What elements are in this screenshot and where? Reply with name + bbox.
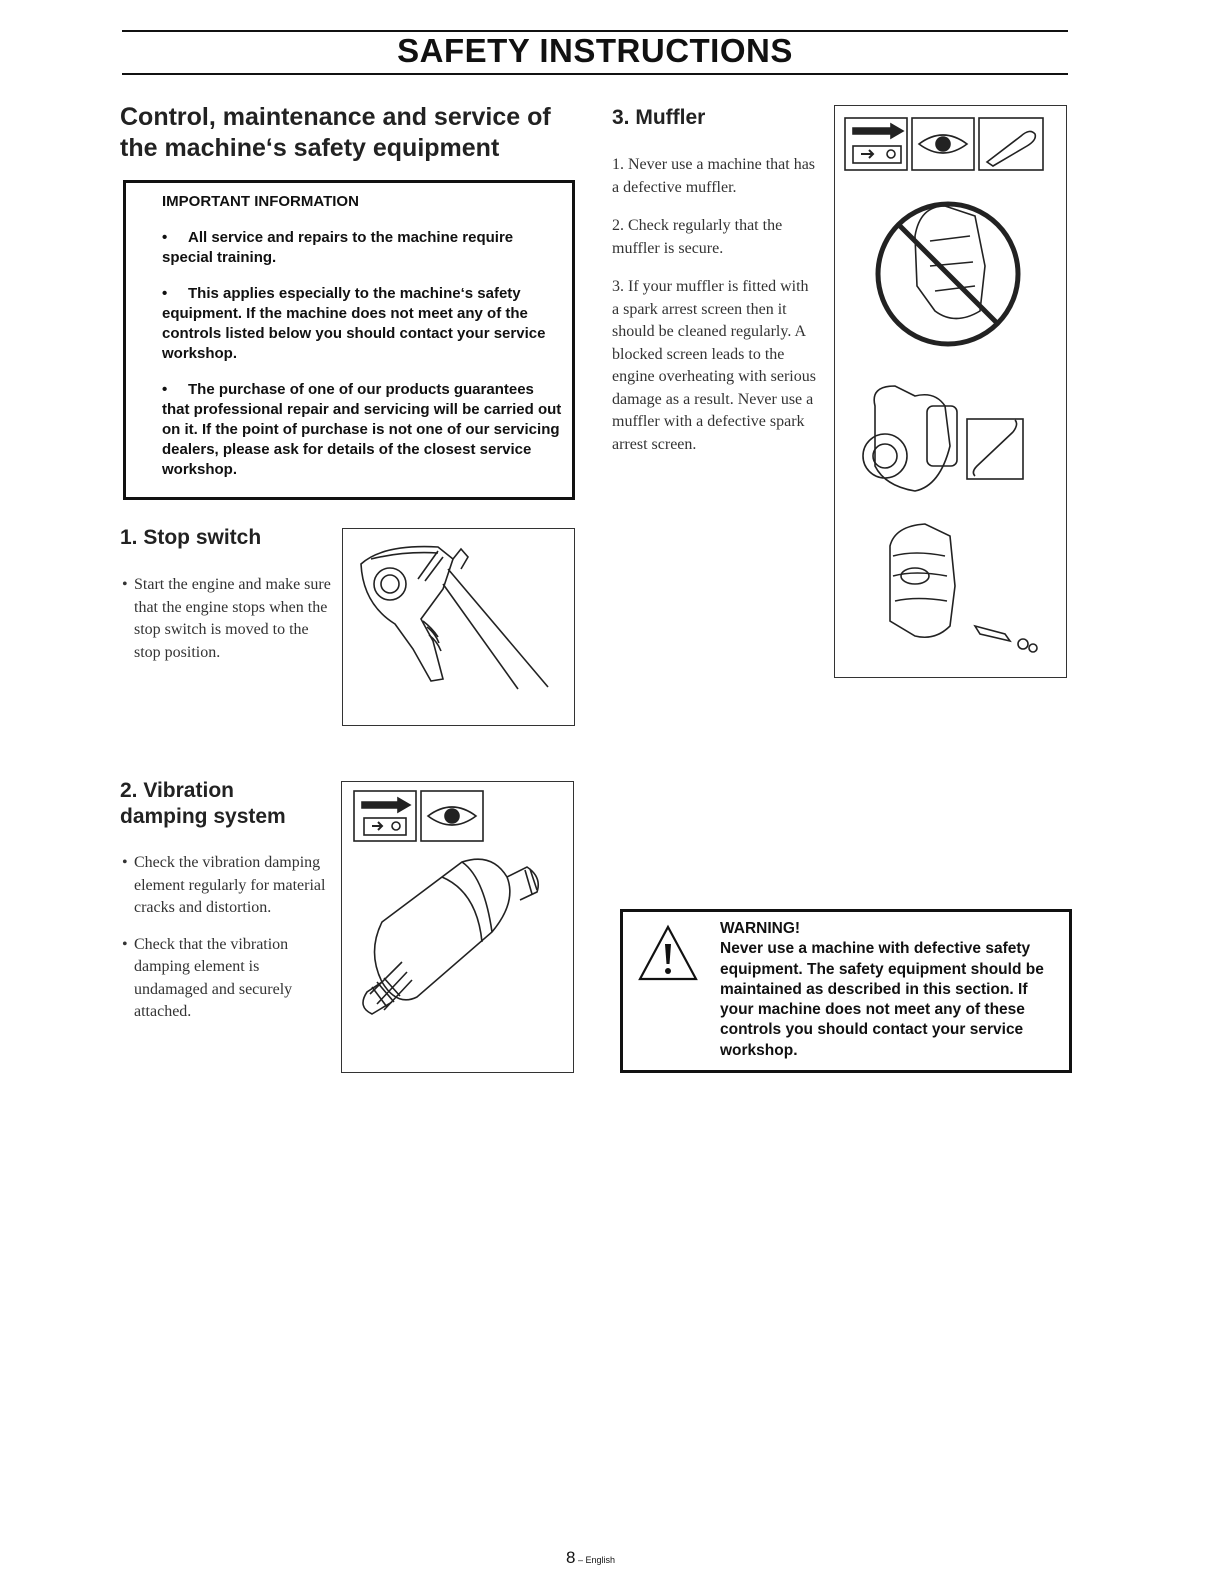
vibration-illustration — [341, 781, 574, 1073]
vibration-damper-illustration — [342, 782, 573, 1072]
page-footer — [566, 1548, 615, 1568]
muffler-item: 3. If your muffler is fitted with a spark arrest screen then it should be cleaned regularly. A blocked screen leads to the engine overheating with serious damage as a result. Never use a muffler with a defective spark arrest screen. — [612, 278, 816, 453]
important-item: • All service and repairs to the machine require special training. — [162, 229, 514, 266]
stop-switch-handle-illustration — [343, 529, 574, 725]
stop-switch-item: • Start the engine and make sure that the engine stops when the stop switch is moved to the stop position. — [122, 574, 334, 664]
warning-box — [620, 909, 1072, 1073]
warning-triangle-icon — [637, 924, 699, 982]
warning-text — [720, 919, 1065, 1061]
footer-language: English — [585, 1555, 616, 1565]
stop-switch-heading: 1. Stop switch — [120, 526, 262, 549]
muffler-text — [612, 154, 817, 468]
important-information-box — [123, 180, 575, 500]
muffler-heading: 3. Muffler — [612, 106, 706, 129]
vibration-heading: 2. Vibration damping system — [120, 779, 286, 828]
vibration-item: • Check the vibration damping element regularly for material cracks and distortion. — [122, 852, 327, 920]
muffler-illustration — [834, 105, 1067, 678]
stop-switch-text — [122, 574, 334, 678]
page-title: SAFETY INSTRUCTIONS — [397, 32, 793, 69]
section-heading: Control, maintenance and service of the machine‘s safety equipment — [120, 103, 551, 162]
footer-separator: – — [575, 1555, 586, 1565]
vibration-text — [122, 852, 327, 1038]
muffler-illustration — [835, 106, 1066, 677]
page-number: 8 — [566, 1548, 576, 1567]
warning-title: WARNING! — [720, 920, 801, 937]
stop-switch-illustration — [342, 528, 575, 726]
muffler-item: 1. Never use a machine that has a defective muffler. — [612, 156, 816, 196]
vibration-item: • Check that the vibration damping element is undamaged and securely attached. — [122, 934, 327, 1024]
important-item: • The purchase of one of our products guarantees that professional repair and servicing will be carried out on it. If the point of purchase is not one of our servicing dealers, please ask for details of the closest service workshop. — [162, 381, 562, 478]
warning-body: Never use a machine with defective safety equipment. The safety equipment should be maintained as described in this section. If your machine does not meet any of these controls you should contact your service workshop. — [720, 940, 1044, 1059]
title-underline — [122, 73, 1068, 75]
important-information-title: IMPORTANT INFORMATION — [162, 193, 359, 210]
muffler-item: 2. Check regularly that the muffler is secure. — [612, 217, 783, 257]
important-item: • This applies especially to the machine‘s safety equipment. If the machine does not meet any of the controls listed below you should contact your service workshop. — [162, 285, 546, 362]
